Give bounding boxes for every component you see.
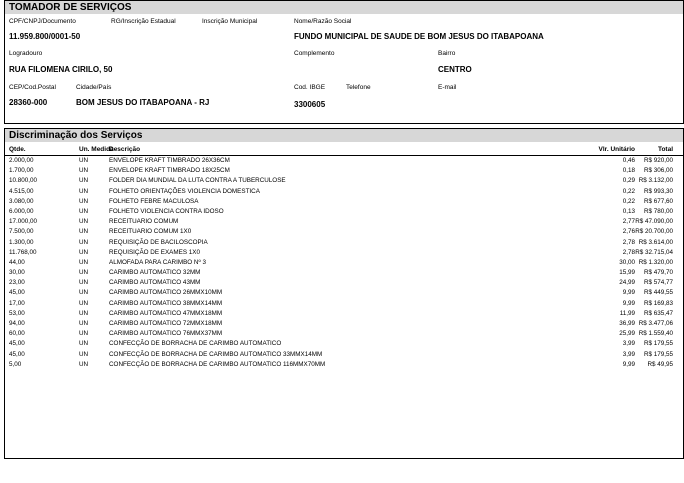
table-row: [5, 227, 683, 237]
row-descricao: CONFECÇÃO DE BORRACHA DE CARIMBO AUTOMATICO 33MMX14MM: [109, 350, 323, 358]
row-un: UN: [79, 248, 89, 256]
row-un: UN: [79, 157, 89, 164]
inscricao-label: Inscrição Municipal: [202, 18, 258, 25]
row-total: R$ 449,55: [643, 289, 673, 297]
row-total: R$ 179,55: [643, 350, 673, 358]
row-qtde: 30,00: [9, 269, 25, 277]
row-qtde: 17,00: [9, 299, 25, 307]
table-row: [5, 360, 683, 370]
table-row: [5, 258, 683, 268]
row-descricao: CARIMBO AUTOMATICO 32MM: [109, 269, 201, 277]
row-un: UN: [79, 279, 89, 287]
row-un: UN: [79, 350, 89, 358]
row-un: UN: [79, 330, 89, 338]
row-descricao: CONFECÇÃO DE BORRACHA DE CARIMBO AUTOMATICO 116MMX70MM: [109, 360, 326, 368]
row-qtde: 3.080,00: [9, 197, 34, 205]
table-row: [5, 207, 683, 217]
telefone-label: Telefone: [346, 84, 371, 91]
row-descricao: FOLHETO VIOLENCIA CONTRA IDOSO: [109, 207, 224, 215]
row-qtde: 11.768,00: [9, 248, 37, 256]
tomador-section: [4, 0, 684, 124]
logradouro-label: Logradouro: [9, 50, 43, 57]
row-total: R$ 3.132,00: [638, 177, 673, 185]
row-total: R$ 47.090,00: [635, 218, 673, 226]
row-valor-unitario: 0,13: [622, 207, 635, 215]
table-row: [5, 197, 683, 207]
table-row: [5, 329, 683, 339]
row-total: R$ 574,77: [643, 279, 673, 287]
row-un: UN: [79, 228, 89, 236]
row-total: R$ 993,30: [643, 187, 673, 195]
row-un: UN: [79, 340, 89, 348]
row-valor-unitario: 0,18: [622, 167, 635, 175]
row-total: R$ 49,95: [647, 360, 673, 368]
row-total: R$ 20.700,00: [635, 228, 673, 236]
cidade-value: BOM JESUS DO ITABAPOANA - RJ: [76, 98, 210, 107]
row-descricao: RECEITUARIO COMUM 1X0: [109, 228, 192, 236]
col-descricao: Descrição: [109, 146, 141, 153]
cidade-label: Cidade/País: [76, 84, 112, 91]
nome-value: FUNDO MUNICIPAL DE SAUDE DE BOM JESUS DO ITABAPOANA: [294, 32, 544, 41]
row-valor-unitario: 24,99: [619, 279, 635, 287]
row-valor-unitario: 3,99: [622, 340, 635, 348]
row-qtde: 1.300,00: [9, 238, 34, 246]
row-un: UN: [79, 238, 89, 246]
row-descricao: REQUISIÇÃO DE EXAMES 1X0: [109, 248, 200, 256]
row-un: UN: [79, 187, 89, 195]
table-row: [5, 166, 683, 176]
col-valor-unitario: Vlr. Unitário: [598, 146, 635, 153]
rg-label: RG/Inscrição Estadual: [111, 18, 176, 25]
row-qtde: 45,00: [9, 340, 25, 348]
row-un: UN: [79, 218, 89, 226]
row-valor-unitario: 9,99: [622, 289, 635, 297]
col-total: Total: [657, 146, 673, 153]
row-qtde: 4.515,00: [9, 187, 34, 195]
cep-value: 28360-000: [9, 98, 48, 107]
table-row: [5, 248, 683, 258]
row-un: UN: [79, 289, 89, 297]
row-total: R$ 306,00: [643, 167, 673, 175]
table-row: [5, 350, 683, 360]
row-descricao: REQUISIÇÃO DE BACILOSCOPIA: [109, 238, 208, 246]
cpf-label: CPF/CNPJ/Documento: [9, 18, 76, 25]
row-qtde: 1.700,00: [9, 167, 34, 175]
row-total: R$ 169,83: [643, 299, 673, 307]
col-qtde: Qtde.: [9, 146, 26, 153]
row-descricao: RECEITUARIO COMUM: [109, 218, 179, 226]
row-un: UN: [79, 360, 89, 368]
ibge-value: 3300605: [294, 100, 326, 109]
row-qtde: 45,00: [9, 350, 25, 358]
bairro-label: Bairro: [438, 50, 456, 57]
row-valor-unitario: 36,99: [619, 320, 635, 327]
row-qtde: 6.000,00: [9, 207, 34, 215]
row-valor-unitario: 2,78: [622, 248, 635, 256]
row-descricao: CARIMBO AUTOMATICO 43MM: [109, 279, 201, 287]
row-qtde: 2.000,00: [9, 157, 34, 164]
cpf-value: 11.959.800/0001-50: [9, 32, 81, 41]
row-descricao: FOLHETO FEBRE MACULOSA: [109, 197, 199, 205]
row-total: R$ 479,70: [643, 269, 673, 277]
row-descricao: CONFECÇÃO DE BORRACHA DE CARIMBO AUTOMATICO: [109, 340, 282, 348]
row-valor-unitario: 0,29: [622, 177, 635, 185]
row-qtde: 10.800,00: [9, 177, 38, 185]
row-total: R$ 780,00: [643, 207, 673, 215]
row-un: UN: [79, 269, 89, 277]
row-qtde: 53,00: [9, 309, 25, 317]
row-descricao: CARIMBO AUTOMATICO 26MMX10MM: [109, 289, 223, 297]
table-row: [5, 238, 683, 248]
row-valor-unitario: 0,22: [622, 197, 635, 205]
row-descricao: ALMOFADA PARA CARIMBO Nº 3: [109, 258, 207, 266]
row-valor-unitario: 0,46: [622, 157, 635, 164]
table-row: [5, 299, 683, 309]
row-total: R$ 3.614,00: [638, 238, 673, 246]
table-row: [5, 187, 683, 197]
row-valor-unitario: 25,99: [619, 330, 635, 338]
row-qtde: 23,00: [9, 279, 25, 287]
table-row: [5, 319, 683, 329]
ibge-label: Cod. IBGE: [294, 84, 326, 91]
row-qtde: 60,00: [9, 330, 25, 338]
row-valor-unitario: 3,99: [622, 350, 635, 358]
row-un: UN: [79, 299, 89, 307]
table-row: [5, 288, 683, 298]
complemento-label: Complemento: [294, 50, 335, 57]
table-row: [5, 309, 683, 319]
row-descricao: ENVELOPE KRAFT TIMBRADO 26X36CM: [109, 157, 230, 164]
row-descricao: FOLDER DIA MUNDIAL DA LUTA CONTRA A TUBERCULOSE: [109, 177, 286, 185]
row-total: R$ 677,60: [643, 197, 673, 205]
row-un: UN: [79, 320, 89, 327]
row-descricao: CARIMBO AUTOMATICO 38MMX14MM: [109, 299, 223, 307]
row-valor-unitario: 15,99: [619, 269, 635, 277]
row-un: UN: [79, 197, 89, 205]
row-valor-unitario: 11,99: [619, 309, 635, 317]
bairro-value: CENTRO: [438, 65, 472, 74]
row-total: R$ 1.559,40: [638, 330, 673, 338]
row-descricao: CARIMBO AUTOMATICO 76MMX37MM: [109, 330, 223, 338]
row-descricao: FOLHETO ORIENTAÇÕES VIOLENCIA DOMESTICA: [109, 187, 260, 195]
row-valor-unitario: 9,99: [622, 360, 635, 368]
row-un: UN: [79, 167, 89, 175]
discriminacao-title: Discriminação dos Serviços: [5, 129, 683, 142]
row-qtde: 45,00: [9, 289, 25, 297]
table-row: [5, 339, 683, 349]
row-valor-unitario: 9,99: [622, 299, 635, 307]
row-valor-unitario: 0,22: [622, 187, 635, 195]
row-descricao: ENVELOPE KRAFT TIMBRADO 18X25CM: [109, 167, 230, 175]
row-valor-unitario: 2,77: [622, 218, 635, 226]
table-row: [5, 268, 683, 278]
row-qtde: 17.000,00: [9, 218, 38, 226]
row-total: R$ 920,00: [643, 157, 673, 164]
row-valor-unitario: 30,00: [619, 258, 635, 266]
col-un-medida: Un. Medida: [79, 146, 114, 153]
table-row: [5, 176, 683, 186]
email-label: E-mail: [438, 84, 457, 91]
row-un: UN: [79, 177, 89, 185]
services-table-header: [5, 146, 683, 155]
cep-label: CEP/Cod.Postal: [9, 84, 56, 91]
services-rows: [5, 156, 683, 370]
row-total: R$ 179,55: [643, 340, 673, 348]
row-total: R$ 32.715,04: [635, 248, 673, 256]
row-un: UN: [79, 258, 89, 266]
table-row: [5, 278, 683, 288]
row-valor-unitario: 2,76: [622, 228, 635, 236]
row-un: UN: [79, 309, 89, 317]
discriminacao-section: [4, 128, 684, 459]
table-row: [5, 217, 683, 227]
nome-label: Nome/Razão Social: [294, 18, 352, 25]
row-descricao: CARIMBO AUTOMATICO 72MMX18MM: [109, 320, 223, 327]
row-qtde: 44,00: [9, 258, 25, 266]
row-qtde: 94,00: [9, 320, 25, 327]
row-total: R$ 3.477,06: [638, 320, 673, 327]
row-total: R$ 635,47: [643, 309, 673, 317]
row-qtde: 7.500,00: [9, 228, 34, 236]
row-descricao: CARIMBO AUTOMATICO 47MMX18MM: [109, 309, 223, 317]
row-total: R$ 1.320,00: [638, 258, 673, 266]
table-row: [5, 156, 683, 166]
logradouro-value: RUA FILOMENA CIRILO, 50: [9, 65, 113, 74]
row-valor-unitario: 2,78: [622, 238, 635, 246]
tomador-title: TOMADOR DE SERVIÇOS: [5, 1, 683, 14]
row-un: UN: [79, 207, 89, 215]
row-qtde: 5,00: [9, 360, 22, 368]
